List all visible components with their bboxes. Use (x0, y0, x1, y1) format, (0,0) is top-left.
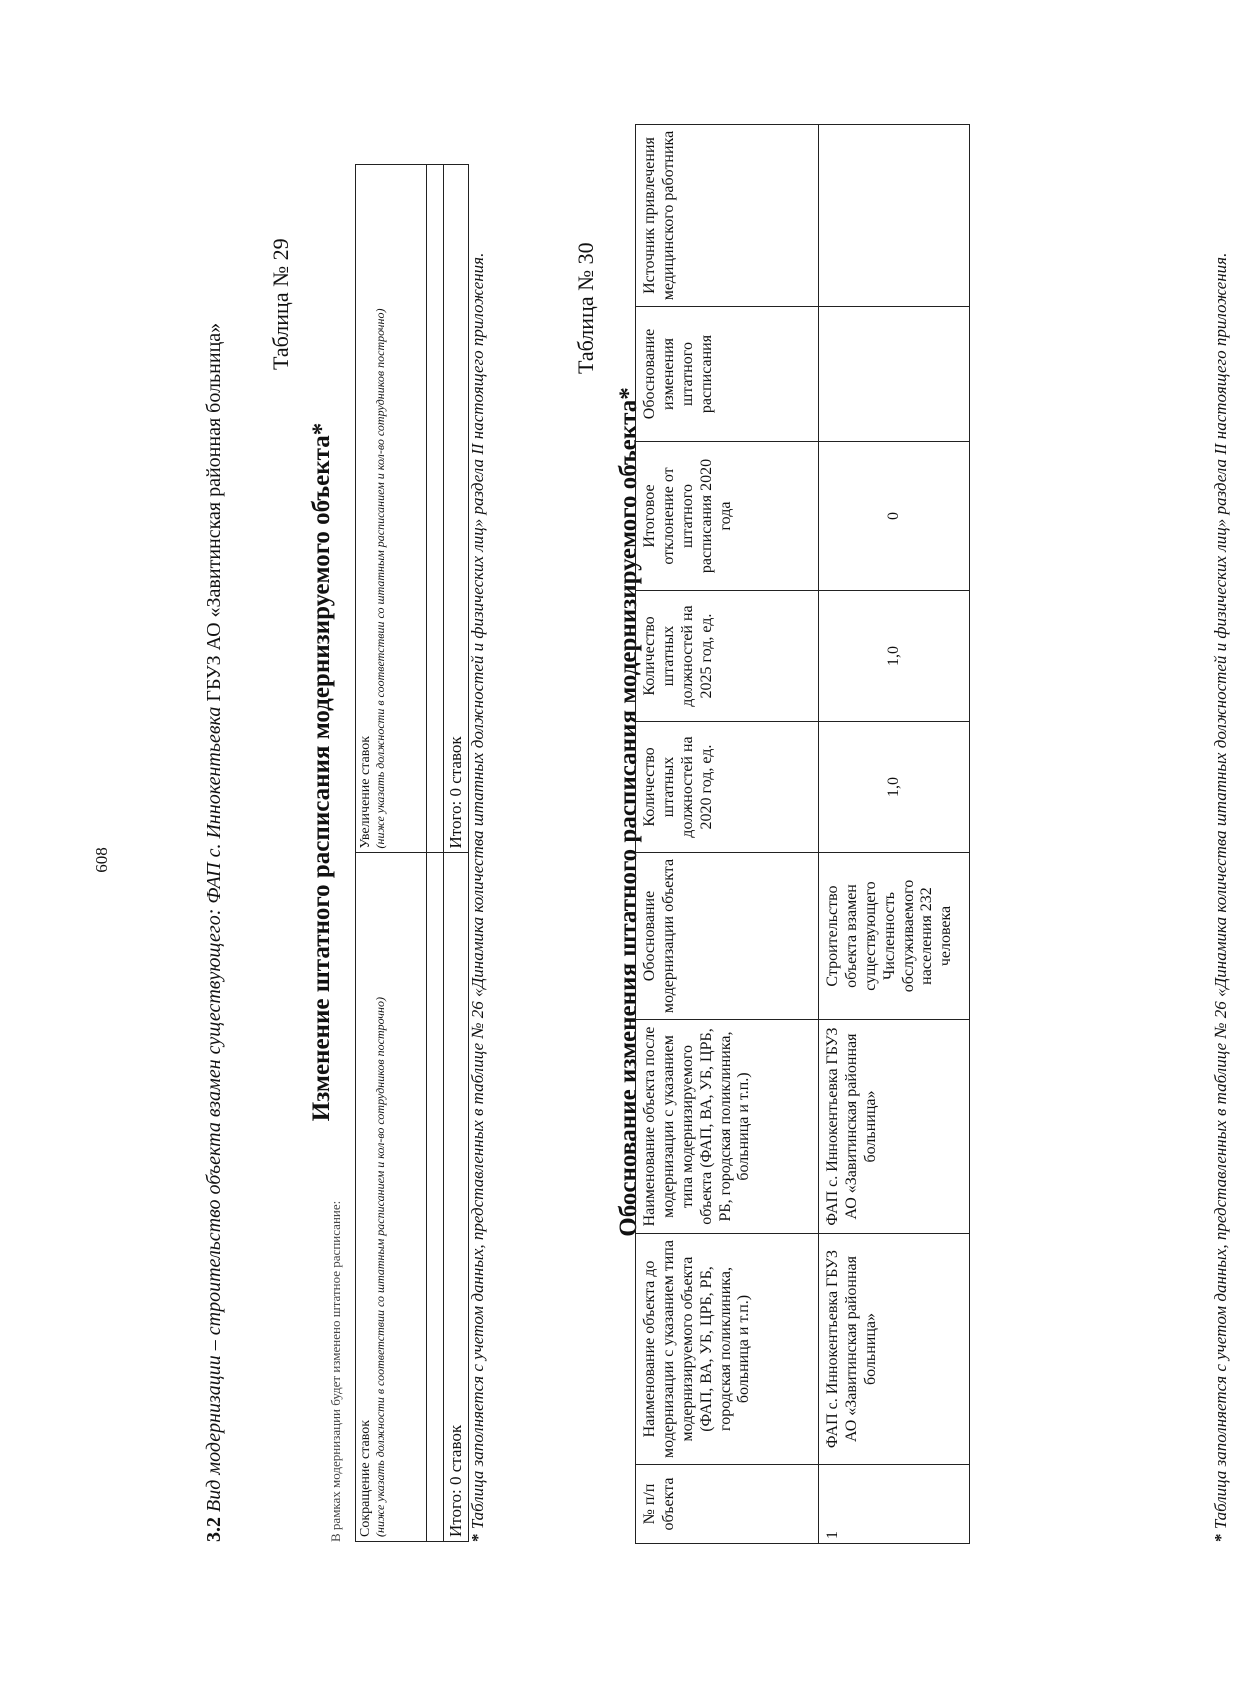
table30-label: Таблица № 30 (573, 242, 598, 374)
total-right: Итого: 0 ставок (444, 165, 469, 854)
footnote-text: Таблица заполняется с учетом данных, представленных в таблице № 26 «Динамика количества штатных должностей и физических лиц» раздела II настоящего приложения. (468, 252, 487, 1530)
footnote-2 (1210, 164, 1233, 1542)
col-deviation: Итоговое отклонение от штатного расписания 2020 года (636, 442, 819, 591)
col-number: № п/п объекта (636, 1465, 819, 1544)
footnote-1 (467, 164, 490, 1542)
footnote-star: * (468, 1533, 487, 1542)
table-row (427, 165, 444, 1542)
reduction-note: (ниже указать должности в соответствии со штатным расписанием и кол-во сотрудников построчно) (373, 997, 388, 1537)
empty-cell (427, 853, 444, 1542)
reduction-head: Сокращение ставок (358, 1419, 373, 1537)
cell-staff-2020: 1,0 (819, 722, 970, 853)
footnote-text: Таблица заполняется с учетом данных, представленных в таблице № 26 «Динамика количества штатных должностей и физических лиц» раздела II настоящего приложения. (1211, 252, 1230, 1530)
table29-title: Изменение штатного расписания модернизируемого объекта* (308, 422, 335, 1122)
cell-name-before: ФАП с. Иннокентьевка ГБУЗ АО «Завитинская районная больница» (819, 1234, 970, 1465)
staff-change-table (355, 164, 469, 1542)
page-number: 608 (92, 847, 111, 873)
cell-staff-2025: 1,0 (819, 591, 970, 722)
col-staff-2020: Количество штатных должностей на 2020 год, ед. (636, 722, 819, 853)
col-justification: Обоснование модернизации объекта (636, 853, 819, 1020)
justification-table (635, 124, 970, 1544)
section-italic-text: Вид модернизации – строительство объекта взамен существующего: ФАП с. Иннокентьевка (203, 706, 225, 1512)
col-staff-2025: Количество штатных должностей на 2025 год, ед. (636, 591, 819, 722)
table29-intro: В рамках модернизации будет изменено штатное расписание: (328, 1200, 343, 1542)
total-left: Итого: 0 ставок (444, 853, 469, 1542)
empty-cell (427, 165, 444, 854)
section-heading (203, 142, 226, 1542)
col-name-before: Наименование объекта до модернизации с указанием типа модернизируемого объекта (ФАП, ВА, УБ, ЦРБ, РБ, городская поликлиника, больница и т.п.) (636, 1234, 819, 1465)
table-row (356, 165, 427, 1542)
increase-head: Увеличение ставок (358, 735, 373, 849)
cell-name-after: ФАП с. Иннокентьевка ГБУЗ АО «Завитинская районная больница» (819, 1020, 970, 1234)
cell-source (819, 125, 970, 307)
col-name-after: Наименование объекта после модернизации с указанием типа модернизируемого объекта (ФАП, ВА, УБ, ЦРБ, РБ, городская поликлиника, больница и т.п.) (636, 1020, 819, 1234)
cell-number: 1 (819, 1465, 970, 1544)
table-row (444, 165, 469, 1542)
cell-change-reason (819, 307, 970, 442)
section-plain-text: ГБУЗ АО «Завитинская районная больница» (203, 322, 225, 702)
reduction-cell (356, 853, 427, 1542)
table29-label: Таблица № 29 (268, 238, 293, 370)
increase-cell (356, 165, 427, 854)
section-number: 3.2 (203, 1517, 225, 1542)
table30-title: Обоснование изменения штатного расписания модернизируемого объекта* (615, 387, 642, 1237)
table-header-row (636, 125, 819, 1544)
col-source: Источник привлечения медицинского работника (636, 125, 819, 307)
col-change-reason: Обоснование изменения штатного расписания (636, 307, 819, 442)
footnote-star: * (1211, 1533, 1230, 1542)
increase-note: (ниже указать должности в соответствии со штатным расписанием и кол-во сотрудников построчно) (373, 308, 388, 849)
cell-deviation: 0 (819, 442, 970, 591)
table-row (819, 125, 970, 1544)
cell-justification: Строительство объекта взамен существующего Численность обслуживаемого населения 232 человека (819, 853, 970, 1020)
